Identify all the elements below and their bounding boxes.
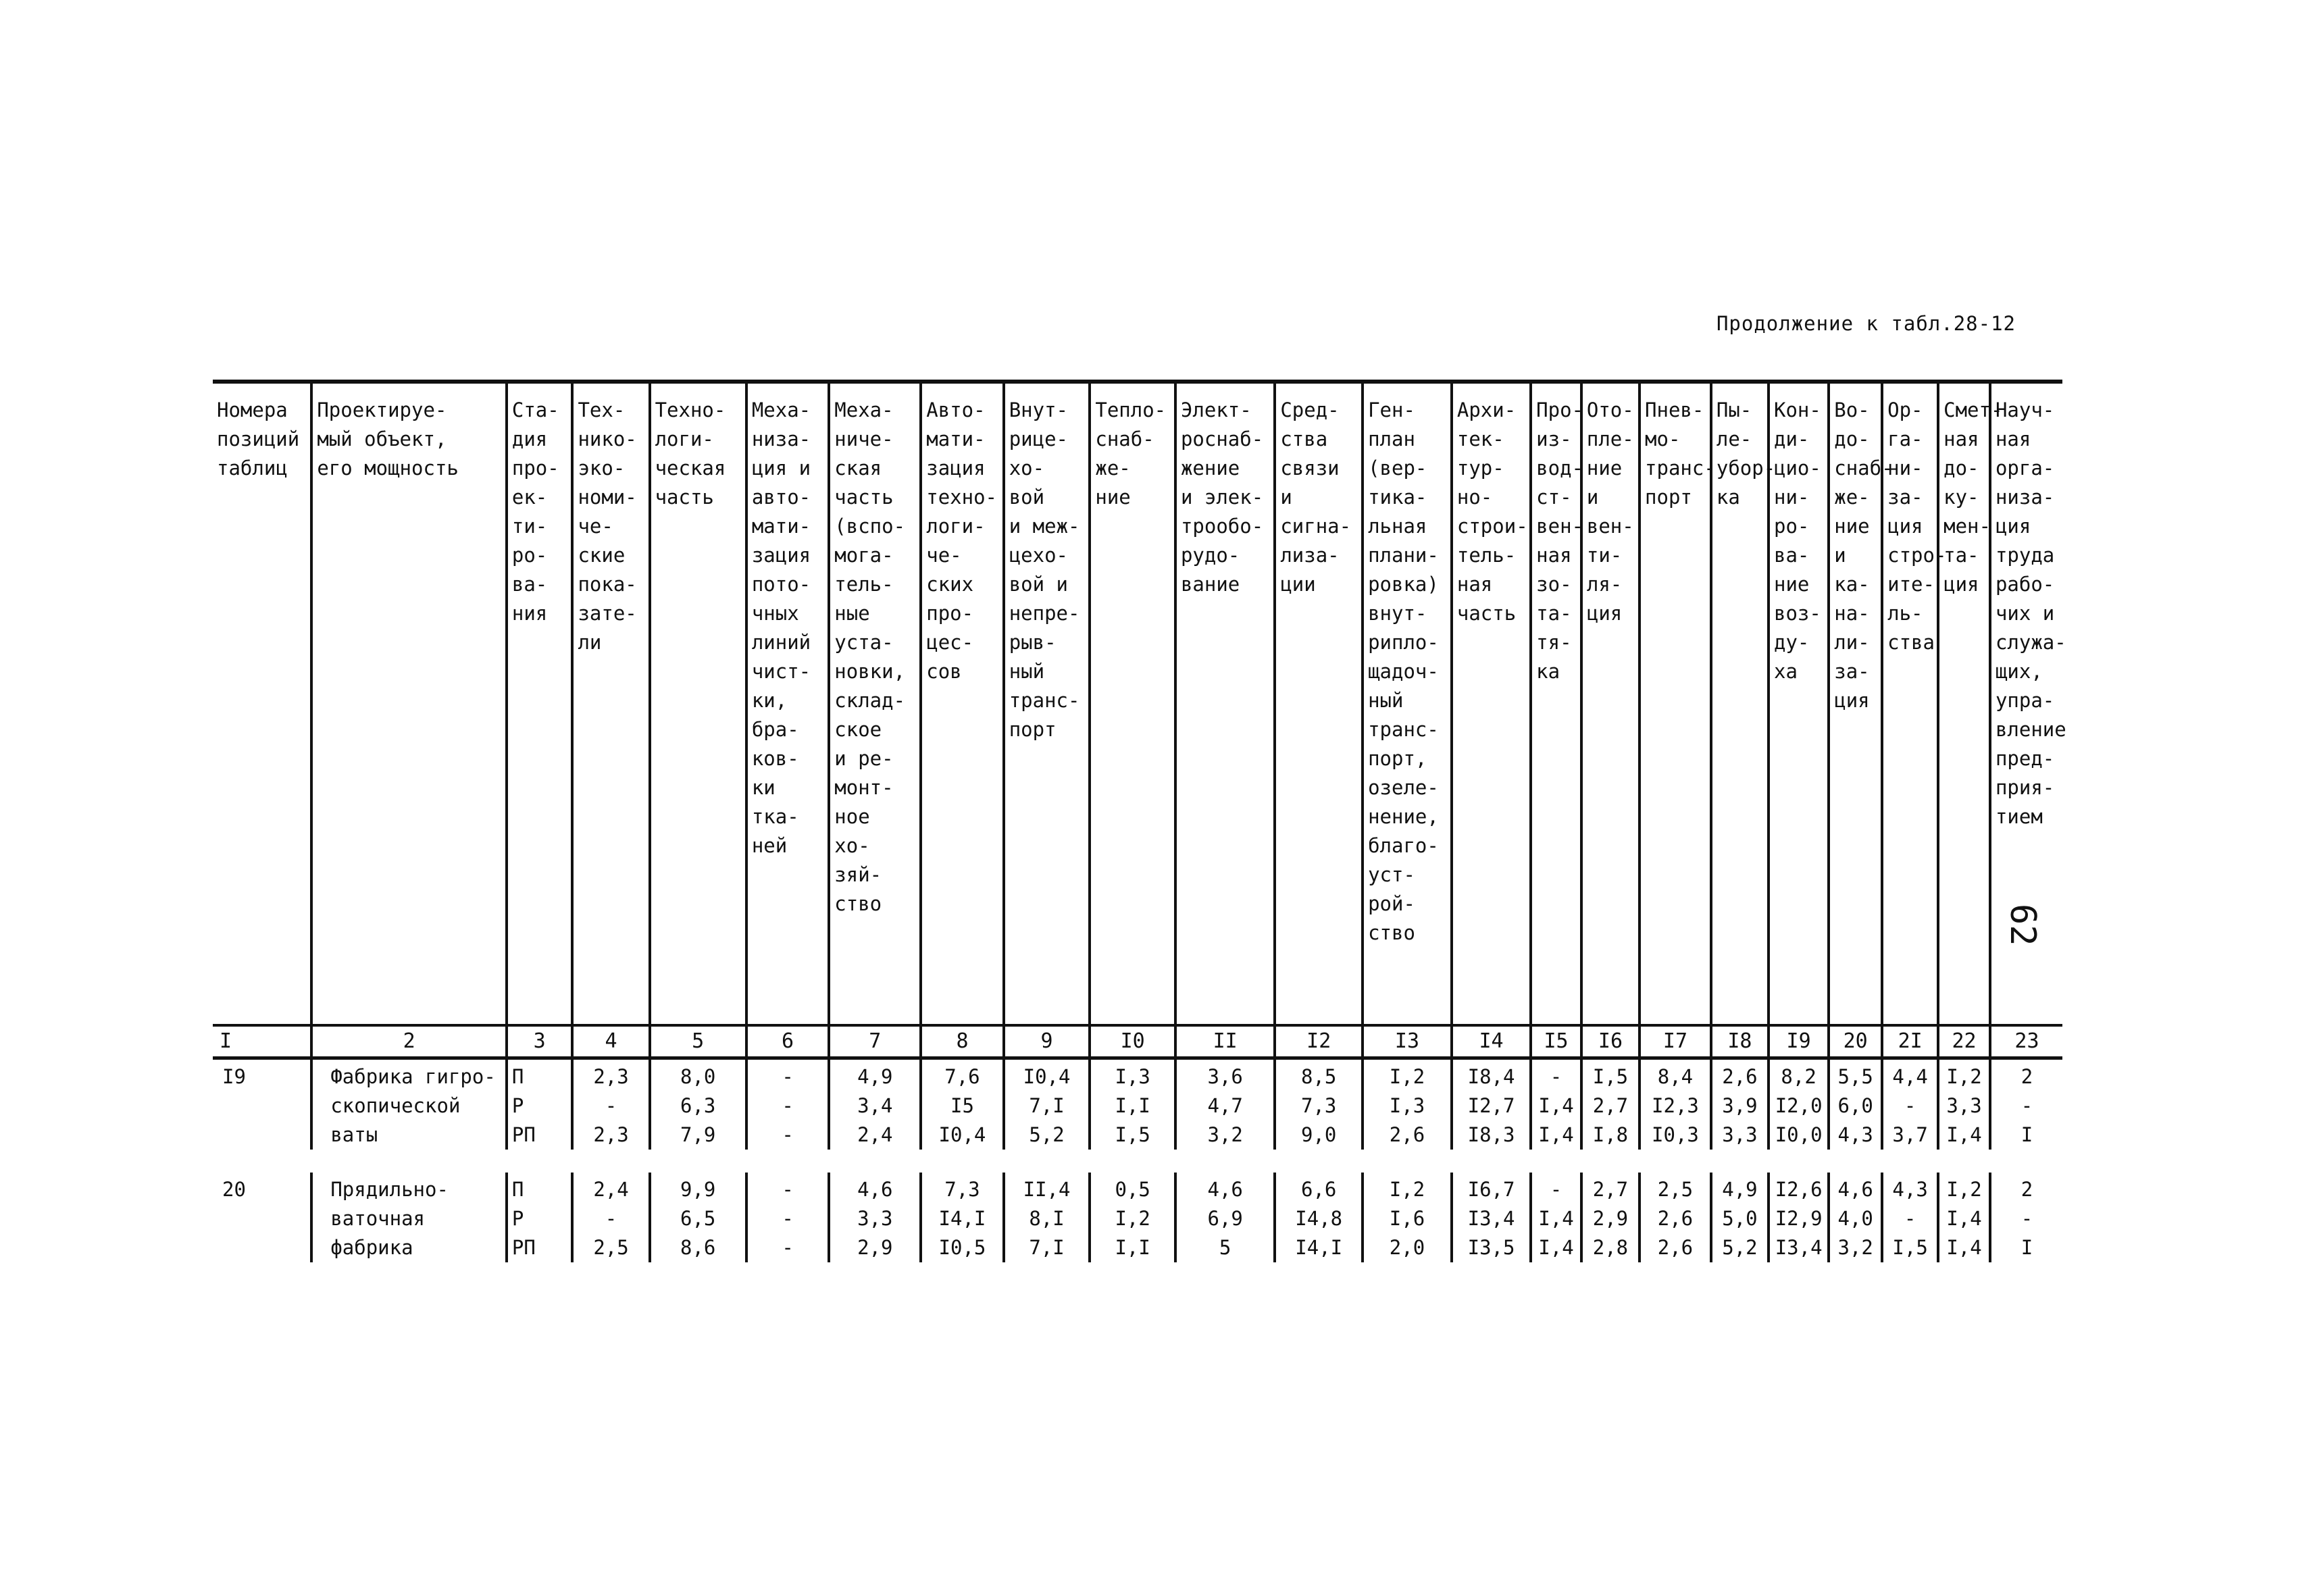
- row-gap: [213, 1262, 2062, 1295]
- column-header-text: Тех- нико- эко- номи- че- ские пока- зате- ли: [578, 398, 637, 654]
- object-name-cell: [311, 1173, 507, 1262]
- spacer-cell: [1938, 1150, 1990, 1173]
- spacer-cell: [1363, 1262, 1452, 1295]
- value-cell: [1004, 1173, 1090, 1262]
- spacer-cell: [650, 1262, 746, 1295]
- column-header-text: Пы- ле- убор- ка: [1716, 398, 1776, 509]
- spacer-cell: [746, 1262, 829, 1295]
- spacer-cell: [1275, 1150, 1363, 1173]
- column-number: I6: [1581, 1025, 1640, 1058]
- value-cell: [1769, 1173, 1829, 1262]
- spacer-cell: [1004, 1262, 1090, 1295]
- page-number: 62: [2002, 904, 2043, 946]
- value-cell-text: 0,5 I,2 I,I: [1115, 1178, 1150, 1259]
- value-cell-text: I0,4 7,I 5,2: [1023, 1065, 1071, 1146]
- spacer-cell: [507, 1150, 573, 1173]
- value-cell-text: I6,7 I3,4 I3,5: [1467, 1178, 1515, 1259]
- value-cell: [1275, 1173, 1363, 1262]
- value-cell: [1829, 1058, 1882, 1150]
- spacer-cell: [1829, 1150, 1882, 1173]
- value-cell: [1581, 1173, 1640, 1262]
- value-cell: [829, 1173, 921, 1262]
- value-cell: [1990, 1173, 2062, 1262]
- column-header-text: Ор- га- ни- за- ция стро- ите- ль- ства: [1887, 398, 1947, 654]
- column-header-cell: [1640, 382, 1716, 1025]
- spacer-cell: [1452, 1150, 1531, 1173]
- column-number: 3: [507, 1025, 573, 1058]
- spacer-cell: [1769, 1262, 1829, 1295]
- column-number: 5: [650, 1025, 746, 1058]
- value-cell: [1711, 1173, 1769, 1262]
- column-header-cell: [1711, 382, 1776, 1025]
- column-header-text: Смет- ная до- ку- мен- та- ция: [1943, 398, 2003, 596]
- value-cell: [1769, 1058, 1829, 1150]
- column-header-text: Меха- низа- ция и авто- мати- зация пото- чных линий чист- ки, бра- ков- ки тка- ней: [751, 398, 811, 857]
- column-header-text: Меха- ниче- ская часть (вспо- мога- тель- ные уста- новки, склад- ское и ре- монт- ное хо- зяй- ство: [834, 398, 906, 915]
- column-header-cell: [746, 382, 829, 1025]
- column-header-cell: [1275, 382, 1363, 1025]
- value-cell-text: 8,2 I2,0 I0,0: [1775, 1065, 1823, 1146]
- table-row: [213, 1173, 2062, 1262]
- column-header-cell: [1990, 382, 2066, 1025]
- spacer-cell: [921, 1262, 1003, 1295]
- value-cell: [746, 1173, 829, 1262]
- value-cell-text: I,3 I,I I,5: [1115, 1065, 1150, 1146]
- column-header-cell: [921, 382, 1003, 1025]
- column-number: I3: [1363, 1025, 1452, 1058]
- value-cell: [1175, 1058, 1275, 1150]
- column-header-text: Ста- дия про- ек- ти- ро- ва- ния: [511, 398, 559, 625]
- spacer-cell: [1640, 1150, 1711, 1173]
- spacer-cell: [1531, 1262, 1581, 1295]
- spacer-cell: [1640, 1262, 1711, 1295]
- value-cell-text: 3,6 4,7 3,2: [1207, 1065, 1243, 1146]
- column-header-cell: [650, 382, 746, 1025]
- value-cell: [1938, 1058, 1990, 1150]
- value-cell: [1363, 1173, 1452, 1262]
- value-cell-text: I,2 I,4 I,4: [1946, 1178, 1982, 1259]
- value-cell-text: I,2 I,3 2,6: [1389, 1065, 1425, 1146]
- spacer-cell: [1711, 1150, 1769, 1173]
- value-cell: [1004, 1058, 1090, 1150]
- column-header-cell: [1090, 382, 1175, 1025]
- design-stage-cell: [507, 1058, 573, 1150]
- value-cell: [1452, 1173, 1531, 1262]
- value-cell: [1829, 1173, 1882, 1262]
- spacer-cell: [572, 1262, 649, 1295]
- value-cell-text: I,5 2,7 I,8: [1592, 1065, 1629, 1146]
- column-header-text: Про- из- вод- ст- вен- ная зо- та- тя- ка: [1536, 398, 1584, 683]
- position-number-cell: [213, 1173, 311, 1262]
- value-cell: [650, 1173, 746, 1262]
- column-header-cell: [1829, 382, 1893, 1025]
- column-header-cell: [1363, 382, 1452, 1025]
- column-header-cell: [1581, 382, 1640, 1025]
- spacer-cell: [311, 1262, 507, 1295]
- column-number: 20: [1829, 1025, 1882, 1058]
- column-number: I: [213, 1025, 311, 1058]
- position-number-cell-text: I9: [222, 1065, 246, 1088]
- value-cell: [1882, 1173, 1938, 1262]
- column-header-text: Ото- пле- ние и вен- ти- ля- ция: [1586, 398, 1634, 625]
- column-header-cell: [311, 382, 507, 1025]
- value-cell-text: - I,4 I,4: [1538, 1065, 1574, 1146]
- value-cell-text: 9,9 6,5 8,6: [680, 1178, 716, 1259]
- spacer-cell: [1769, 1150, 1829, 1173]
- value-cell-text: 2 - I: [2020, 1065, 2033, 1146]
- spacer-cell: [507, 1262, 573, 1295]
- value-cell-text: 2,4 - 2,5: [593, 1178, 629, 1259]
- spacer-cell: [1711, 1262, 1769, 1295]
- column-header-text: Элект- роснаб- жение и элек- трообо- рудо- вание: [1180, 398, 1264, 596]
- object-name-cell: [311, 1058, 507, 1150]
- header-row: [213, 382, 2062, 1025]
- value-cell: [572, 1058, 649, 1150]
- value-cell: [1640, 1173, 1711, 1262]
- column-header-text: Во- до- снаб- же- ние и ка- на- ли- за- ция: [1834, 398, 1893, 712]
- cost-distribution-table: [213, 380, 2066, 1295]
- column-header-cell: [1882, 382, 1947, 1025]
- column-header-text: Архи- тек- тур- но- строи- тель- ная часть: [1456, 398, 1528, 625]
- column-number: 8: [921, 1025, 1003, 1058]
- value-cell-text: 7,3 I4,I I0,5: [938, 1178, 986, 1259]
- column-header-cell: [507, 382, 573, 1025]
- column-header-text: Техно- логи- ческая часть: [655, 398, 726, 509]
- design-stage-cell-text: П Р РП: [511, 1065, 536, 1146]
- spacer-cell: [1275, 1262, 1363, 1295]
- value-cell-text: 4,3 - I,5: [1892, 1178, 1928, 1259]
- value-cell-text: - - -: [782, 1178, 794, 1259]
- column-header-cell: [1452, 382, 1531, 1025]
- column-number: I4: [1452, 1025, 1531, 1058]
- value-cell-text: - - -: [782, 1065, 794, 1146]
- spacer-cell: [1363, 1150, 1452, 1173]
- spacer-cell: [572, 1150, 649, 1173]
- value-cell: [1452, 1058, 1531, 1150]
- column-number: 4: [572, 1025, 649, 1058]
- position-number-cell-text: 20: [222, 1178, 246, 1201]
- position-number-cell: [213, 1058, 311, 1150]
- design-stage-cell-text: П Р РП: [511, 1178, 536, 1259]
- spacer-cell: [1581, 1262, 1640, 1295]
- object-name-cell-text: Прядильно- ваточная фабрика: [330, 1178, 449, 1259]
- column-number: 2I: [1882, 1025, 1938, 1058]
- value-cell-text: 2,3 - 2,3: [593, 1065, 629, 1146]
- spacer-cell: [1882, 1150, 1938, 1173]
- spacer-cell: [1882, 1262, 1938, 1295]
- spacer-cell: [1175, 1262, 1275, 1295]
- value-cell-text: 8,0 6,3 7,9: [680, 1065, 716, 1146]
- value-cell: [829, 1058, 921, 1150]
- value-cell-text: 8,4 I2,3 I0,3: [1652, 1065, 1699, 1146]
- value-cell: [1581, 1058, 1640, 1150]
- value-cell: [1090, 1058, 1175, 1150]
- column-number: 2: [311, 1025, 507, 1058]
- spacer-cell: [1531, 1150, 1581, 1173]
- value-cell-text: 4,9 3,4 2,4: [857, 1065, 893, 1146]
- table-row: [213, 1058, 2062, 1150]
- column-number: 7: [829, 1025, 921, 1058]
- value-cell-text: 7,6 I5 I0,4: [938, 1065, 986, 1146]
- spacer-cell: [1581, 1150, 1640, 1173]
- value-cell: [1640, 1058, 1711, 1150]
- spacer-cell: [1938, 1262, 1990, 1295]
- column-header-text: Тепло- снаб- же- ние: [1095, 398, 1167, 509]
- column-number: 9: [1004, 1025, 1090, 1058]
- value-cell-text: 2 - I: [2020, 1178, 2033, 1259]
- value-cell-text: 4,6 6,9 5: [1207, 1178, 1243, 1259]
- value-cell-text: - I,4 I,4: [1538, 1178, 1574, 1259]
- column-header-cell: [1531, 382, 1584, 1025]
- value-cell: [1363, 1058, 1452, 1150]
- column-number: I9: [1769, 1025, 1829, 1058]
- value-cell-text: 4,6 3,3 2,9: [857, 1178, 893, 1259]
- value-cell-text: I8,4 I2,7 I8,3: [1467, 1065, 1515, 1146]
- spacer-cell: [1004, 1150, 1090, 1173]
- spacer-cell: [1990, 1150, 2062, 1173]
- column-number: II: [1175, 1025, 1275, 1058]
- column-header-text: Науч- ная орга- низа- ция труда рабо- чих и служа- щих, упра- вление пред- прия- тием: [1995, 398, 2066, 828]
- column-header-cell: [1004, 382, 1090, 1025]
- column-header-cell: [1175, 382, 1275, 1025]
- spacer-cell: [213, 1150, 311, 1173]
- value-cell-text: I2,6 I2,9 I3,4: [1775, 1178, 1823, 1259]
- column-header-text: Внут- рице- хо- вой и меж- цехо- вой и непре- рыв- ный транс- порт: [1009, 398, 1080, 741]
- value-cell-text: 2,5 2,6 2,6: [1657, 1178, 1694, 1259]
- spacer-cell: [1829, 1262, 1882, 1295]
- column-number: 22: [1938, 1025, 1990, 1058]
- column-header-text: Пнев- мо- транс- порт: [1645, 398, 1716, 509]
- spacer-cell: [1990, 1262, 2062, 1295]
- column-number: I7: [1640, 1025, 1711, 1058]
- value-cell-text: I,2 I,6 2,0: [1389, 1178, 1425, 1259]
- spacer-cell: [746, 1150, 829, 1173]
- value-cell-text: 5,5 6,0 4,3: [1837, 1065, 1873, 1146]
- spacer-cell: [1175, 1150, 1275, 1173]
- column-number: 23: [1990, 1025, 2062, 1058]
- value-cell-text: II,4 8,I 7,I: [1023, 1178, 1071, 1259]
- value-cell: [650, 1058, 746, 1150]
- spacer-cell: [1090, 1150, 1175, 1173]
- value-cell: [746, 1058, 829, 1150]
- column-header-cell: [1769, 382, 1829, 1025]
- value-cell: [1711, 1058, 1769, 1150]
- value-cell-text: 4,6 4,0 3,2: [1837, 1178, 1873, 1259]
- column-header-cell: [1938, 382, 2003, 1025]
- column-header-text: Номера позиций таблиц: [217, 398, 300, 480]
- column-header-text: Кон- ди- цио- ни- ро- ва- ние воз- ду- ха: [1773, 398, 1821, 683]
- column-header-text: Сред- ства связи и сигна- лиза- ции: [1280, 398, 1352, 596]
- value-cell-text: I,2 3,3 I,4: [1946, 1065, 1982, 1146]
- value-cell: [1531, 1058, 1581, 1150]
- column-header-cell: [829, 382, 921, 1025]
- value-cell-text: 4,4 - 3,7: [1892, 1065, 1928, 1146]
- value-cell: [1882, 1058, 1938, 1150]
- column-header-cell: [213, 382, 311, 1025]
- row-gap: [213, 1150, 2062, 1173]
- value-cell: [921, 1173, 1003, 1262]
- value-cell: [1938, 1173, 1990, 1262]
- column-number: I0: [1090, 1025, 1175, 1058]
- table-continuation-caption: Продолжение к табл.28-12: [1716, 312, 2016, 335]
- column-number: I8: [1711, 1025, 1769, 1058]
- value-cell: [921, 1058, 1003, 1150]
- value-cell-text: 6,6 I4,8 I4,I: [1295, 1178, 1343, 1259]
- value-cell: [1090, 1173, 1175, 1262]
- value-cell-text: 4,9 5,0 5,2: [1722, 1178, 1758, 1259]
- column-header-text: Авто- мати- зация техно- логи- че- ских про- цес- сов: [926, 398, 997, 683]
- spacer-cell: [1452, 1262, 1531, 1295]
- spacer-cell: [1090, 1262, 1175, 1295]
- column-number: 6: [746, 1025, 829, 1058]
- object-name-cell-text: Фабрика гигро- скопической ваты: [330, 1065, 496, 1146]
- column-header-text: Ген- план (вер- тика- льная плани- ровка) внут- рипло- щадоч- ный транс- порт, озеле- нение, благо- уст- рой- ство: [1368, 398, 1439, 944]
- value-cell: [572, 1173, 649, 1262]
- value-cell: [1531, 1173, 1581, 1262]
- column-number: I2: [1275, 1025, 1363, 1058]
- spacer-cell: [650, 1150, 746, 1173]
- value-cell: [1990, 1058, 2062, 1150]
- column-number-row: [213, 1025, 2062, 1058]
- value-cell-text: 2,7 2,9 2,8: [1592, 1178, 1629, 1259]
- column-header-text: Проектируе- мый объект, его мощность: [317, 398, 459, 480]
- spacer-cell: [213, 1262, 311, 1295]
- spacer-cell: [829, 1150, 921, 1173]
- value-cell: [1275, 1058, 1363, 1150]
- spacer-cell: [921, 1150, 1003, 1173]
- value-cell-text: 2,6 3,9 3,3: [1722, 1065, 1758, 1146]
- spacer-cell: [311, 1150, 507, 1173]
- spacer-cell: [829, 1262, 921, 1295]
- column-header-cell: [572, 382, 649, 1025]
- column-number: I5: [1531, 1025, 1581, 1058]
- value-cell-text: 8,5 7,3 9,0: [1301, 1065, 1337, 1146]
- value-cell: [1175, 1173, 1275, 1262]
- design-stage-cell: [507, 1173, 573, 1262]
